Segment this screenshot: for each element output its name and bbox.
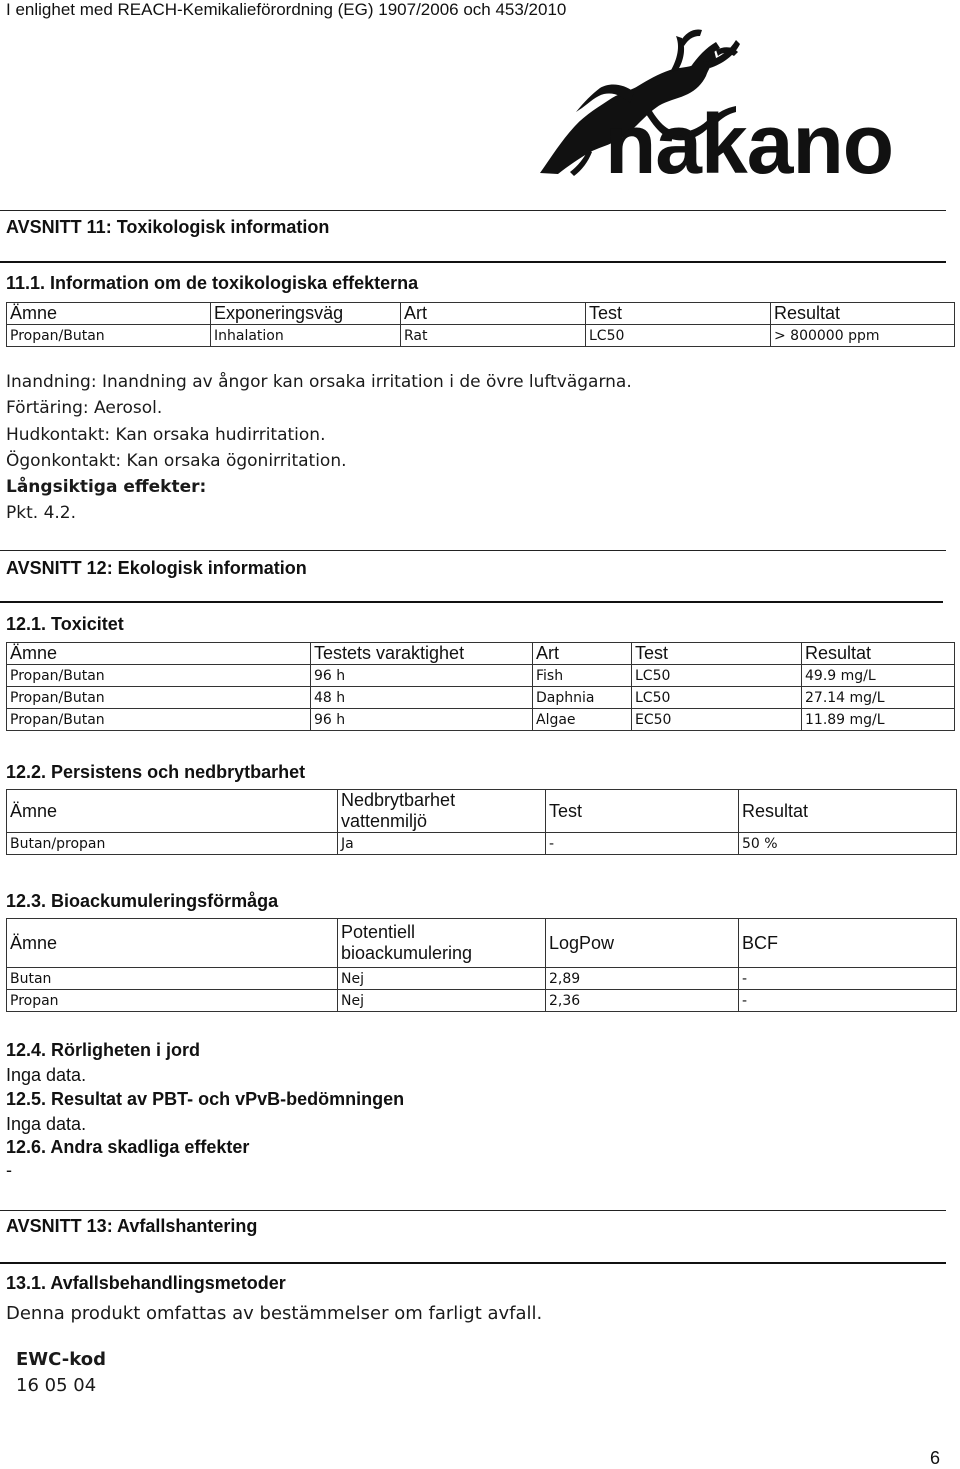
header-cell: Testets varaktighet bbox=[311, 643, 533, 665]
table-header-row bbox=[7, 790, 957, 833]
toxicity-table bbox=[6, 642, 955, 731]
table-cell: 49.9 mg/L bbox=[802, 665, 955, 687]
bioaccumulation-table bbox=[6, 918, 957, 1012]
header-cell: Ämne bbox=[7, 919, 338, 968]
header-line: vattenmiljö bbox=[341, 811, 428, 831]
table-row bbox=[7, 968, 957, 990]
table-row bbox=[7, 665, 955, 687]
table-header-row bbox=[7, 643, 955, 665]
header-line: Potentiell bbox=[341, 922, 416, 942]
tox-effects-table bbox=[6, 302, 955, 347]
skin-contact-text: Hudkontakt: Kan orsaka hudirritation. bbox=[6, 425, 326, 445]
table-cell: 27.14 mg/L bbox=[802, 687, 955, 709]
header-cell: Exponeringsväg bbox=[211, 303, 401, 325]
table-row bbox=[7, 687, 955, 709]
section-12-3-title: 12.3. Bioackumuleringsförmåga bbox=[6, 891, 279, 911]
table-cell: LC50 bbox=[632, 665, 802, 687]
table-cell: Propan/Butan bbox=[7, 665, 311, 687]
regulation-header: I enlighet med REACH-Kemikalieförordning (EG) 1907/2006 och 453/2010 bbox=[6, 0, 567, 19]
table-cell: Propan/Butan bbox=[7, 325, 211, 347]
ewc-label: EWC-kod bbox=[16, 1349, 106, 1370]
header-cell: Ämne bbox=[7, 303, 211, 325]
table-cell: Propan/Butan bbox=[7, 687, 311, 709]
table-cell: 2,36 bbox=[546, 990, 739, 1012]
ewc-value: 16 05 04 bbox=[16, 1375, 97, 1396]
section-12-5-title: 12.5. Resultat av PBT- och vPvB-bedömningen bbox=[6, 1089, 405, 1109]
table-cell: LC50 bbox=[632, 687, 802, 709]
nakano-logo bbox=[530, 28, 945, 188]
inhalation-text: Inandning: Inandning av ångor kan orsaka irritation i de övre luftvägarna. bbox=[6, 372, 632, 392]
header-cell: Ämne bbox=[7, 790, 338, 833]
table-cell: 50 % bbox=[739, 833, 957, 855]
table-cell: Algae bbox=[533, 709, 632, 731]
table-row bbox=[7, 990, 957, 1012]
section-13-title: AVSNITT 13: Avfallshantering bbox=[6, 1216, 258, 1236]
ingestion-text: Förtäring: Aerosol. bbox=[6, 398, 163, 418]
table-row bbox=[7, 325, 955, 347]
table-header-row bbox=[7, 919, 957, 968]
svg-text:nakano: nakano bbox=[605, 97, 894, 188]
waste-text: Denna produkt omfattas av bestämmelser om farligt avfall. bbox=[6, 1303, 543, 1324]
header-cell: Resultat bbox=[771, 303, 955, 325]
table-cell: EC50 bbox=[632, 709, 802, 731]
table-cell: 48 h bbox=[311, 687, 533, 709]
table-cell: - bbox=[739, 990, 957, 1012]
mobility-text: Inga data. bbox=[6, 1065, 87, 1085]
table-cell: Butan bbox=[7, 968, 338, 990]
section-11-title: AVSNITT 11: Toxikologisk information bbox=[6, 217, 330, 237]
table-cell: Propan/Butan bbox=[7, 709, 311, 731]
header-line: bioackumulering bbox=[341, 943, 473, 963]
table-cell: Inhalation bbox=[211, 325, 401, 347]
table-cell: 96 h bbox=[311, 665, 533, 687]
table-cell: LC50 bbox=[586, 325, 771, 347]
long-term-label: Långsiktiga effekter: bbox=[6, 477, 207, 497]
section-11-1-title: 11.1. Information om de toxikologiska effekterna bbox=[6, 273, 419, 293]
table-cell: Fish bbox=[533, 665, 632, 687]
table-cell: 96 h bbox=[311, 709, 533, 731]
pbt-text: Inga data. bbox=[6, 1114, 87, 1134]
header-cell: BCF bbox=[739, 919, 957, 968]
section-13-1-title: 13.1. Avfallsbehandlingsmetoder bbox=[6, 1273, 286, 1293]
table-cell: Ja bbox=[338, 833, 546, 855]
table-cell: Propan bbox=[7, 990, 338, 1012]
table-row bbox=[7, 709, 955, 731]
eye-contact-text: Ögonkontakt: Kan orsaka ögonirritation. bbox=[6, 451, 347, 471]
header-cell: LogPow bbox=[546, 919, 739, 968]
section-12-title: AVSNITT 12: Ekologisk information bbox=[6, 558, 307, 578]
page-number: 6 bbox=[930, 1448, 941, 1468]
table-cell: Daphnia bbox=[533, 687, 632, 709]
header-cell: Test bbox=[632, 643, 802, 665]
header-cell bbox=[338, 790, 546, 833]
section-12-6-title: 12.6. Andra skadliga effekter bbox=[6, 1137, 250, 1157]
section-12-2-title: 12.2. Persistens och nedbrytbarhet bbox=[6, 762, 306, 782]
table-cell: - bbox=[739, 968, 957, 990]
persistence-table bbox=[6, 789, 957, 855]
section-12-4-title: 12.4. Rörligheten i jord bbox=[6, 1040, 201, 1060]
header-cell: Test bbox=[546, 790, 739, 833]
table-cell: Nej bbox=[338, 990, 546, 1012]
header-cell: Test bbox=[586, 303, 771, 325]
table-row bbox=[7, 833, 957, 855]
leaping-deer-icon bbox=[530, 28, 945, 188]
header-cell: Art bbox=[533, 643, 632, 665]
other-effects-text: - bbox=[6, 1160, 12, 1180]
table-cell: - bbox=[546, 833, 739, 855]
table-cell: > 800000 ppm bbox=[771, 325, 955, 347]
table-cell: Butan/propan bbox=[7, 833, 338, 855]
header-cell: Art bbox=[401, 303, 586, 325]
header-line: Nedbrytbarhet bbox=[341, 790, 456, 810]
table-cell: Rat bbox=[401, 325, 586, 347]
header-cell bbox=[338, 919, 546, 968]
table-cell: 2,89 bbox=[546, 968, 739, 990]
table-cell: Nej bbox=[338, 968, 546, 990]
section-12-1-title: 12.1. Toxicitet bbox=[6, 614, 124, 634]
table-header-row bbox=[7, 303, 955, 325]
header-cell: Resultat bbox=[802, 643, 955, 665]
table-cell: 11.89 mg/L bbox=[802, 709, 955, 731]
long-term-value: Pkt. 4.2. bbox=[6, 503, 77, 523]
header-cell: Resultat bbox=[739, 790, 957, 833]
header-cell: Ämne bbox=[7, 643, 311, 665]
